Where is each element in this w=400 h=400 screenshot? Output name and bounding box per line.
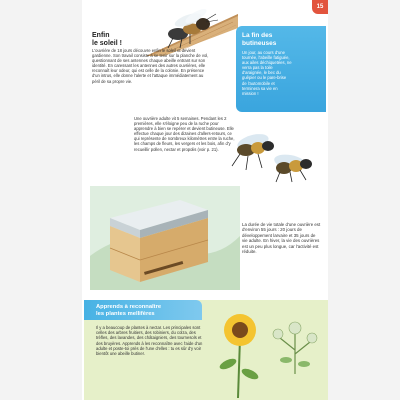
- book-page: [82, 0, 328, 400]
- activity-box-plantes-melliferes: [84, 300, 328, 400]
- box-text: Un jour, au cours d'une tournée, l'abeille fatiguée, aux ailes déchiquetées, ne verra pas la toile d'araignée, le bec du guêpier ou le pare-brise de l'automobile et terminera sa vie en mission !: [242, 50, 292, 96]
- activity-box-text: Il y a beaucoup de plantes à nectar. Les principales sont celles des arbres fruitiers, des robiniers, du colza, des trèfles, des lavandes, des châtaigniers, des tournesols et des bruyères. Apprends à les reconnaître avec l'aide d'un adulte et poste-toi près de l'une d'elles : tu es sûr d'y voir bientôt une abeille butiner.: [96, 325, 203, 357]
- info-box-fin-des-butineuses: [236, 26, 326, 112]
- section-title-enfin-le-soleil: [92, 32, 122, 48]
- title-line: le soleil !: [92, 40, 122, 47]
- bees-illustration: [218, 120, 318, 184]
- intro-text: [92, 48, 210, 86]
- paragraph: L'ouvrière de 18 jours découvre enfin le soleil et devient gardienne. Son travail consiste à se tenir sur la planche de vol, questionnant de ses antennes chaque abeille entrant sur son identité. En caressant les antennes des autres ouvrières, elle reconnaît leur odeur, qui est celle de la colonie. En présence d'un intrus, elle donne l'alerte et l'attaque immédiatement au péril de sa propre vie.: [92, 48, 209, 84]
- clover-illustration: [268, 314, 322, 374]
- box-title-line: butineuses: [242, 39, 277, 47]
- page-number: 15: [312, 0, 328, 14]
- title-line: Enfin: [92, 32, 110, 39]
- activity-title-line: les plantes mellifères: [96, 310, 155, 317]
- beehive-illustration: [90, 186, 240, 290]
- box-title-line: La fin des: [242, 32, 273, 39]
- activity-title-line: Apprends à reconnaître: [96, 304, 162, 310]
- box-title: [242, 32, 276, 47]
- forager-text: Une ouvrière adulte vit 5 semaines. Pendant les 2 premières, elle s'éloigne peu de la ruche pour apprendre à bien se repérer et devient butineuse. Elle effectue chaque jour des dizaines d'allers-retours, ce qui représente de nombreux kilomètres entre la ruche, les champs de fleurs, les vergers et les bois, afin d'y recueillir pollen, nectar et propolis (voir p. 21).: [134, 116, 235, 152]
- sunflower-illustration: [212, 308, 268, 398]
- lifespan-text: La durée de vie totale d'une ouvrière est d'environ 55 jours : 20 jours de développement larvaire et 35 jours de vie adulte. En hiver, la vie des ouvrières est un peu plus longue, car l'activité est réduite.: [242, 222, 321, 255]
- activity-box-title: [96, 304, 161, 318]
